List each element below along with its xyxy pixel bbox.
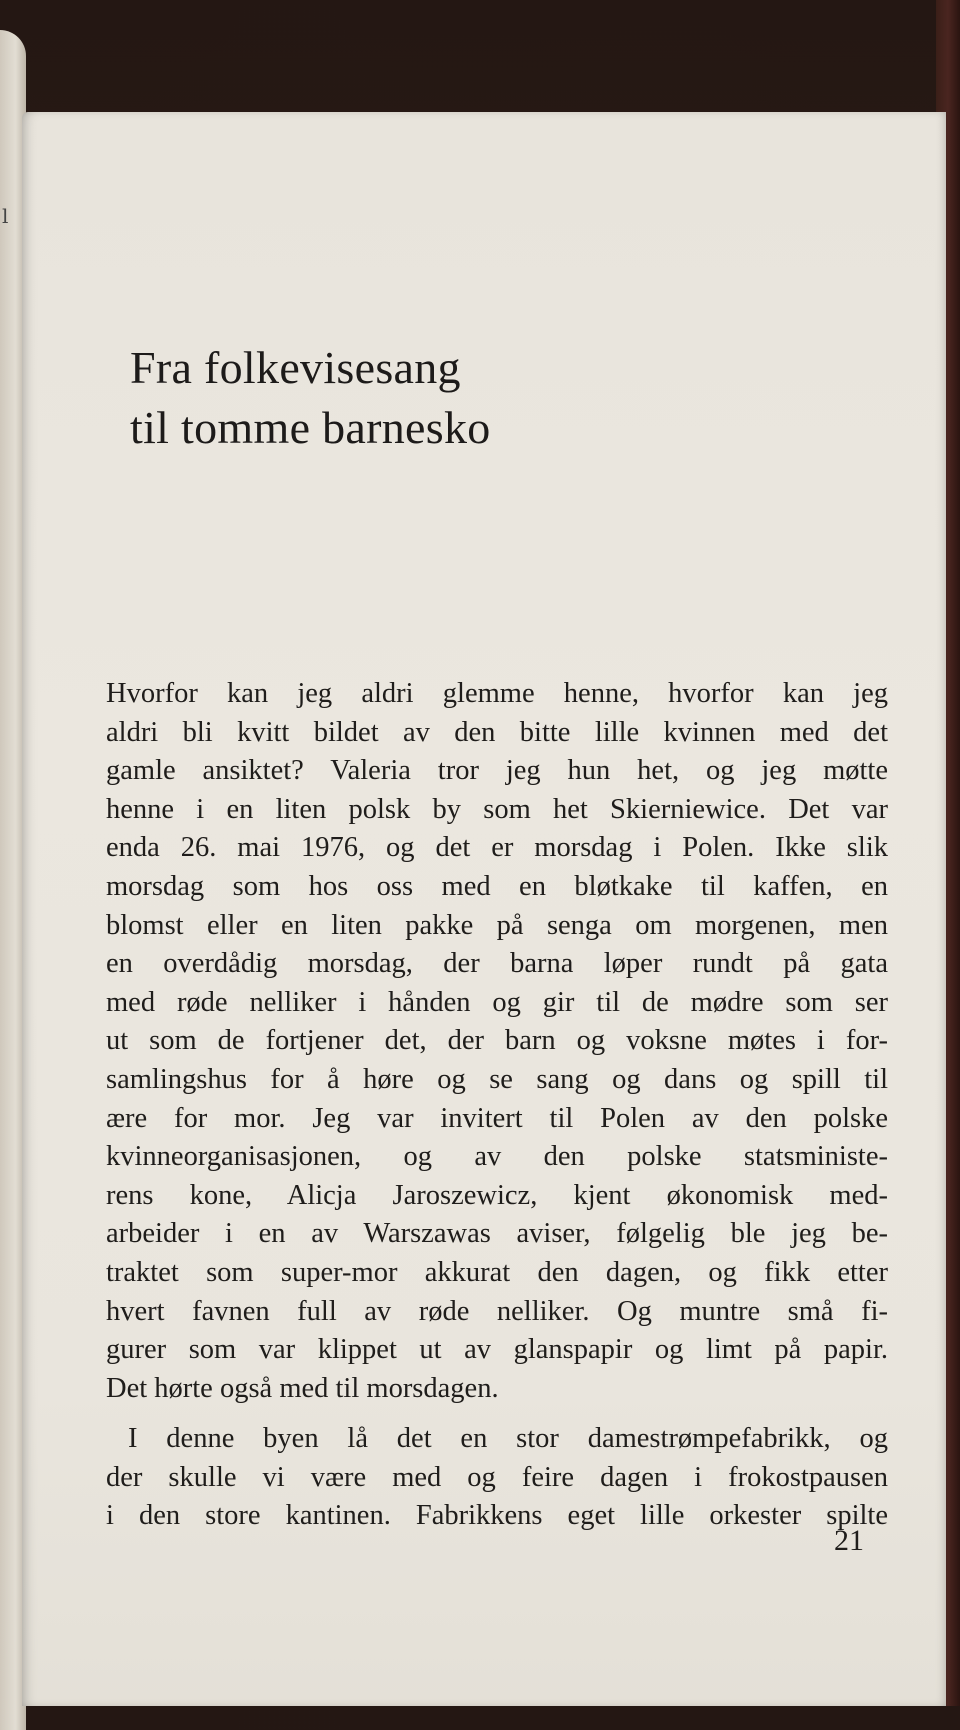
text-line: enda 26. mai 1976, og det er morsdag i Polen. Ikke slik: [106, 832, 888, 864]
page-number: 21: [834, 1524, 864, 1557]
text-line: der skulle vi være med og feire dagen i frokostpausen: [106, 1461, 888, 1493]
text-line: Det hørte også med til morsdagen.: [106, 1372, 499, 1404]
text-line: ære for mor. Jeg var invitert til Polen av den polske: [106, 1102, 888, 1134]
text-line: blomst eller en liten pakke på senga om morgenen, men: [106, 909, 888, 941]
body-text: [106, 675, 888, 1536]
text-line: traktet som super-mor akkurat den dagen, og fikk etter: [106, 1256, 888, 1288]
text-line: arbeider i en av Warszawas aviser, følgelig ble jeg be-: [106, 1218, 888, 1250]
book-page: [22, 112, 946, 1706]
text-line: aldri bli kvitt bildet av den bitte lille kvinnen med det: [106, 716, 888, 748]
text-line: gamle ansiktet? Valeria tror jeg hun het, og jeg møtte: [106, 755, 888, 787]
chapter-title-line-1: Fra folkevisesang: [130, 342, 461, 393]
text-line: Hvorfor kan jeg aldri glemme henne, hvorfor kan jeg: [106, 678, 888, 709]
chapter-title: [130, 338, 491, 458]
text-line: med røde nelliker i hånden og gir til de mødre som ser: [106, 986, 888, 1018]
text-line: henne i en liten polsk by som het Skierniewice. Det var: [106, 793, 888, 825]
left-page-edge-mark: l: [2, 204, 9, 228]
text-line: I denne byen lå det en stor damestrømpefabrikk, og: [128, 1423, 888, 1455]
text-line: i den store kantinen. Fabrikkens eget lille orkester spilte: [106, 1500, 888, 1532]
paragraph-1: [106, 675, 888, 1408]
text-line: rens kone, Alicja Jaroszewicz, kjent økonomisk med-: [106, 1179, 888, 1211]
text-line: ut som de fortjener det, der barn og voksne møtes i for-: [106, 1025, 888, 1057]
paragraph-2: [106, 1420, 888, 1536]
text-line: morsdag som hos oss med en bløtkake til kaffen, en: [106, 870, 888, 902]
text-line: gurer som var klippet ut av glanspapir og limt på papir.: [106, 1334, 888, 1366]
text-line: en overdådig morsdag, der barna løper rundt på gata: [106, 948, 888, 980]
text-line: samlingshus for å høre og se sang og dans og spill til: [106, 1063, 888, 1095]
text-line: hvert favnen full av røde nelliker. Og muntre små fi-: [106, 1295, 888, 1327]
chapter-title-line-2: til tomme barnesko: [130, 402, 491, 453]
text-line: kvinneorganisasjonen, og av den polske statsministe-: [106, 1141, 888, 1173]
